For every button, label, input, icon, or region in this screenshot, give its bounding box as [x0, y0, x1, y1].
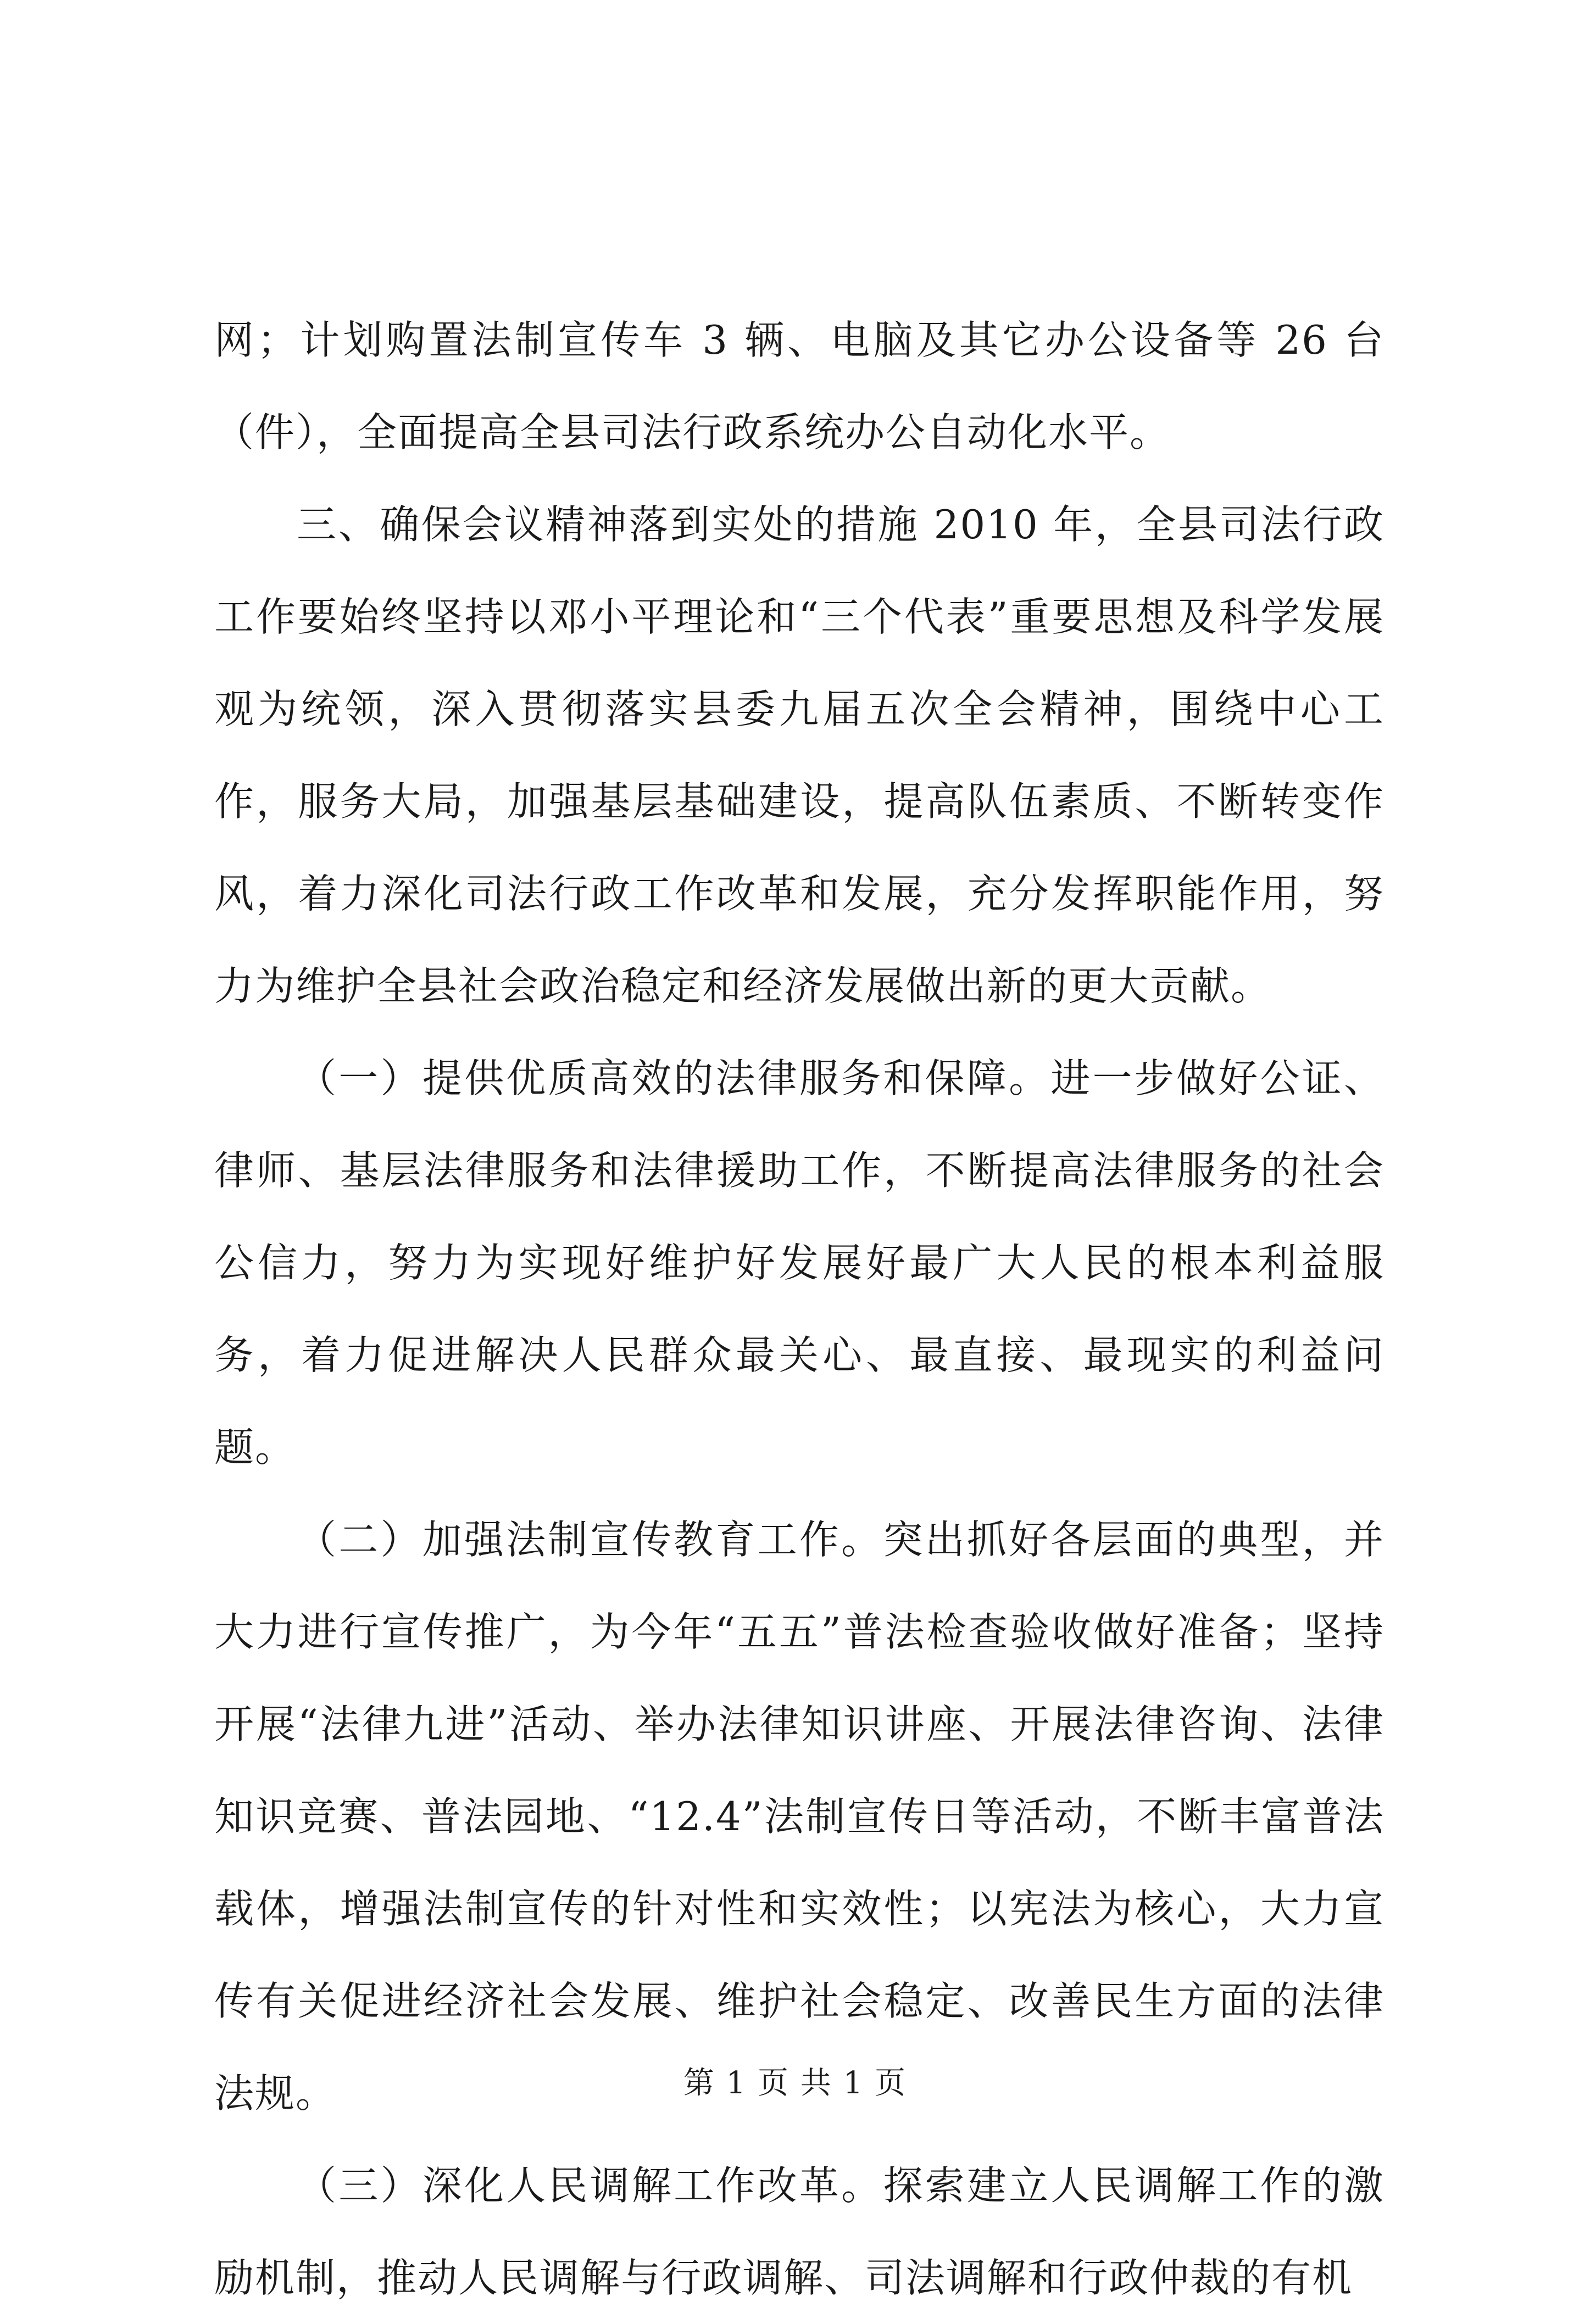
paragraph-5: （三）深化人民调解工作改革。探索建立人民调解工作的激励机制，推动人民调解与行政调解、司法调解和行政仲裁的有机	[214, 2163, 1385, 2301]
paragraph-2: 三、确保会议精神落到实处的措施 2010 年，全县司法行政工作要始终坚持以邓小平理论和“三个代表”重要思想及科学发展观为统领，深入贯彻落实县委九届五次全会精神，围绕中心工作，服务大局，加强基层基础建设，提高队伍素质、不断转变作风，着力深化司法行政工作改革和发展，充分发挥职能作用，努力为维护全县社会政治稳定和经济发展做出新的更大贡献。	[214, 501, 1385, 1009]
document-body	[214, 294, 1385, 2324]
paragraph-3: （一）提供优质高效的法律服务和保障。进一步做好公证、律师、基层法律服务和法律援助工作，不断提高法律服务的社会公信力，努力为实现好维护好发展好最广大人民的根本利益服务，着力促进解决人民群众最关心、最直接、最现实的利益问题。	[214, 1055, 1385, 1470]
paragraph-1: 网；计划购置法制宣传车 3 辆、电脑及其它办公设备等 26 台（件），全面提高全县司法行政系统办公自动化水平。	[214, 317, 1385, 455]
paragraph-4: （二）加强法制宣传教育工作。突出抓好各层面的典型，并大力进行宣传推广，为今年“五五”普法检查验收做好准备；坚持开展“法律九进”活动、举办法律知识讲座、开展法律咨询、法律知识竞赛、普法园地、“12.4”法制宣传日等活动，不断丰富普法载体，增强法制宣传的针对性和实效性；以宪法为核心，大力宣传有关促进经济社会发展、维护社会稳定、改善民生方面的法律法规。	[214, 1517, 1385, 2116]
page-footer: 第 1 页 共 1 页	[683, 2065, 907, 2101]
